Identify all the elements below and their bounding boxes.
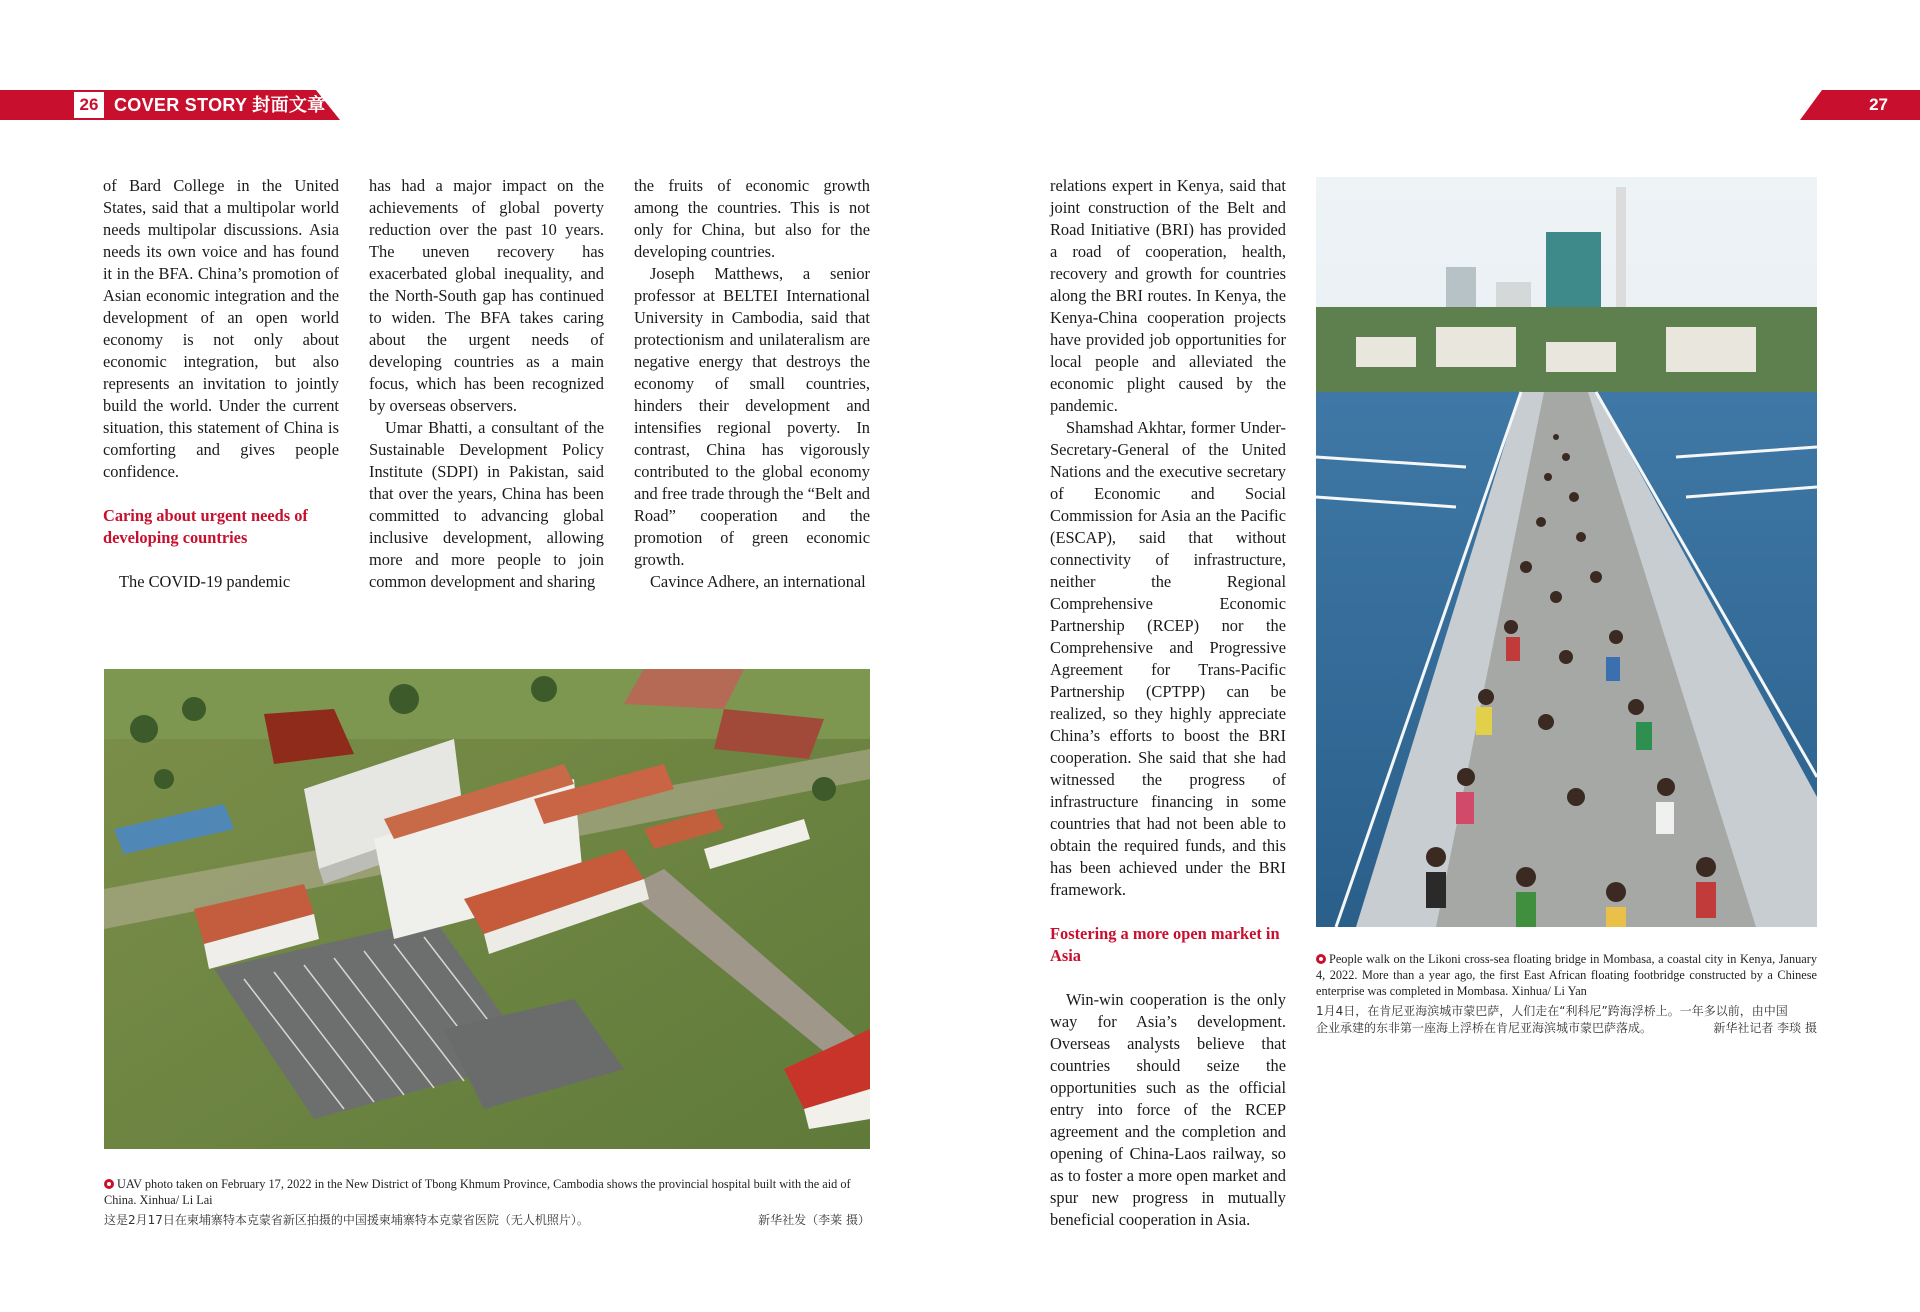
subheading: Fostering a more open market in Asia (1050, 924, 1280, 965)
paragraph: Win-win cooperation is the only way for Asia’s development. Overseas analysts believe that countries should seize the opportunities such as the official entry into force of the RCEP agreement and the completion and opening of China-Laos railway, so as to foster a more open market and spur new progress in mutually beneficial cooperation in Asia. (1050, 990, 1286, 1229)
paragraph: the fruits of economic growth among the countries. This is not only for China, but also for the developing countries. (634, 176, 870, 261)
paragraph: Cavince Adhere, an international (650, 572, 866, 591)
section-title: COVER STORY 封面文章 (114, 95, 326, 115)
paragraph: The COVID-19 pandemic (119, 572, 291, 591)
bridge-photo-caption (1316, 951, 1817, 999)
paragraph: of Bard College in the United States, said that a multipolar world needs multipolar discussions. Asia needs its own voice and has found it in the BFA. China’s promotion of Asian economic integration and the development of an open world economy is not only about economic integration, but also represents an invitation to jointly build the world. Under the current situation, this statement of China is comforting and gives people confidence. (103, 176, 339, 481)
camera-icon (104, 1179, 114, 1189)
header-bar-right (1800, 90, 1920, 120)
text-column-3 (634, 175, 870, 593)
caption-chinese-line-2: 企业承建的东非第一座海上浮桥在肯尼亚海滨城市蒙巴萨落成。 (1316, 1021, 1653, 1035)
floating-bridge-photo (1316, 177, 1817, 927)
hospital-aerial-photo (104, 669, 870, 1149)
caption-english: People walk on the Likoni cross-sea floating bridge in Mombasa, a coastal city in Kenya, January 4, 2022. More than a year ago, the first East African floating footbridge constructed by a Chinese enterprise was completed in Mombasa. Xinhua/ Li Yan (1316, 952, 1817, 998)
caption-chinese-line-1: 1月4日，在肯尼亚海滨城市蒙巴萨，人们走在“利科尼”跨海浮桥上。一年多以前，由中国 (1316, 1004, 1788, 1018)
text-column-4 (1050, 175, 1286, 1231)
right-page-number: 27 (1869, 95, 1888, 114)
paragraph: has had a major impact on the achievements of global poverty reduction over the past 10 years. The uneven recovery has exacerbated global inequality, and the North-South gap has continued to widen. The BFA takes caring about the urgent needs of developing countries as a main focus, which has been recognized by overseas observers. (369, 176, 604, 415)
hospital-photo-caption (104, 1176, 870, 1208)
caption-chinese: 这是2月17日在柬埔寨特本克蒙省新区拍摄的中国援柬埔寨特本克蒙省医院（无人机照片）。 (104, 1213, 589, 1227)
photo-credit: 新华社发（李莱 摄） (758, 1213, 870, 1227)
paragraph: Umar Bhatti, a consultant of the Sustainable Development Policy Institute (SDPI) in Pakistan, said that over the years, China has been committed to advancing global inclusive development, allowing more and more people to join common development and sharing (369, 418, 604, 591)
paragraph: Joseph Matthews, a senior professor at BELTEI International University in Cambodia, said that protectionism and unilateralism are negative energy that destroys the economy of small countries, hinders their development and intensifies regional poverty. In contrast, China has vigorously contributed to the global economy and free trade through the “Belt and Road” cooperation and the promotion of green economic growth. (634, 264, 870, 569)
paragraph: relations expert in Kenya, said that joint construction of the Belt and Road Initiative (BRI) has provided a road of cooperation, health, recovery and growth for countries along the BRI routes. In Kenya, the Kenya-China cooperation projects have provided job opportunities for local people and alleviated the economic plight caused by the pandemic. (1050, 176, 1286, 415)
subheading: Caring about urgent needs of developing countries (103, 506, 308, 547)
paragraph: Shamshad Akhtar, former Under-Secretary-General of the United Nations and the executive secretary of Economic and Social Commission for Asia an the Pacific (ESCAP), said that without connectivity of infrastructure, neither the Regional Comprehensive Economic Partnership (RCEP) nor the Comprehensive and Progressive Agreement for Trans-Pacific Partnership (CPTPP) can be realized, so they highly appreciate China’s efforts to boost the BRI cooperation. She said that she had witnessed the progress of infrastructure financing in some countries that had not been able to obtain the required funds, and this has been achieved under the BRI framework. (1050, 418, 1286, 899)
left-page-number: 26 (74, 92, 104, 118)
text-column-1 (103, 175, 339, 593)
text-column-2 (369, 175, 604, 593)
photo-credit: 新华社记者 李琰 摄 (1713, 1021, 1817, 1035)
caption-english: UAV photo taken on February 17, 2022 in the New District of Tbong Khmum Province, Cambodia shows the provincial hospital built with the aid of China. Xinhua/ Li Lai (104, 1177, 851, 1207)
camera-icon (1316, 954, 1326, 964)
floating-bridge-illustration (1316, 177, 1817, 927)
hospital-aerial-illustration (104, 669, 870, 1149)
